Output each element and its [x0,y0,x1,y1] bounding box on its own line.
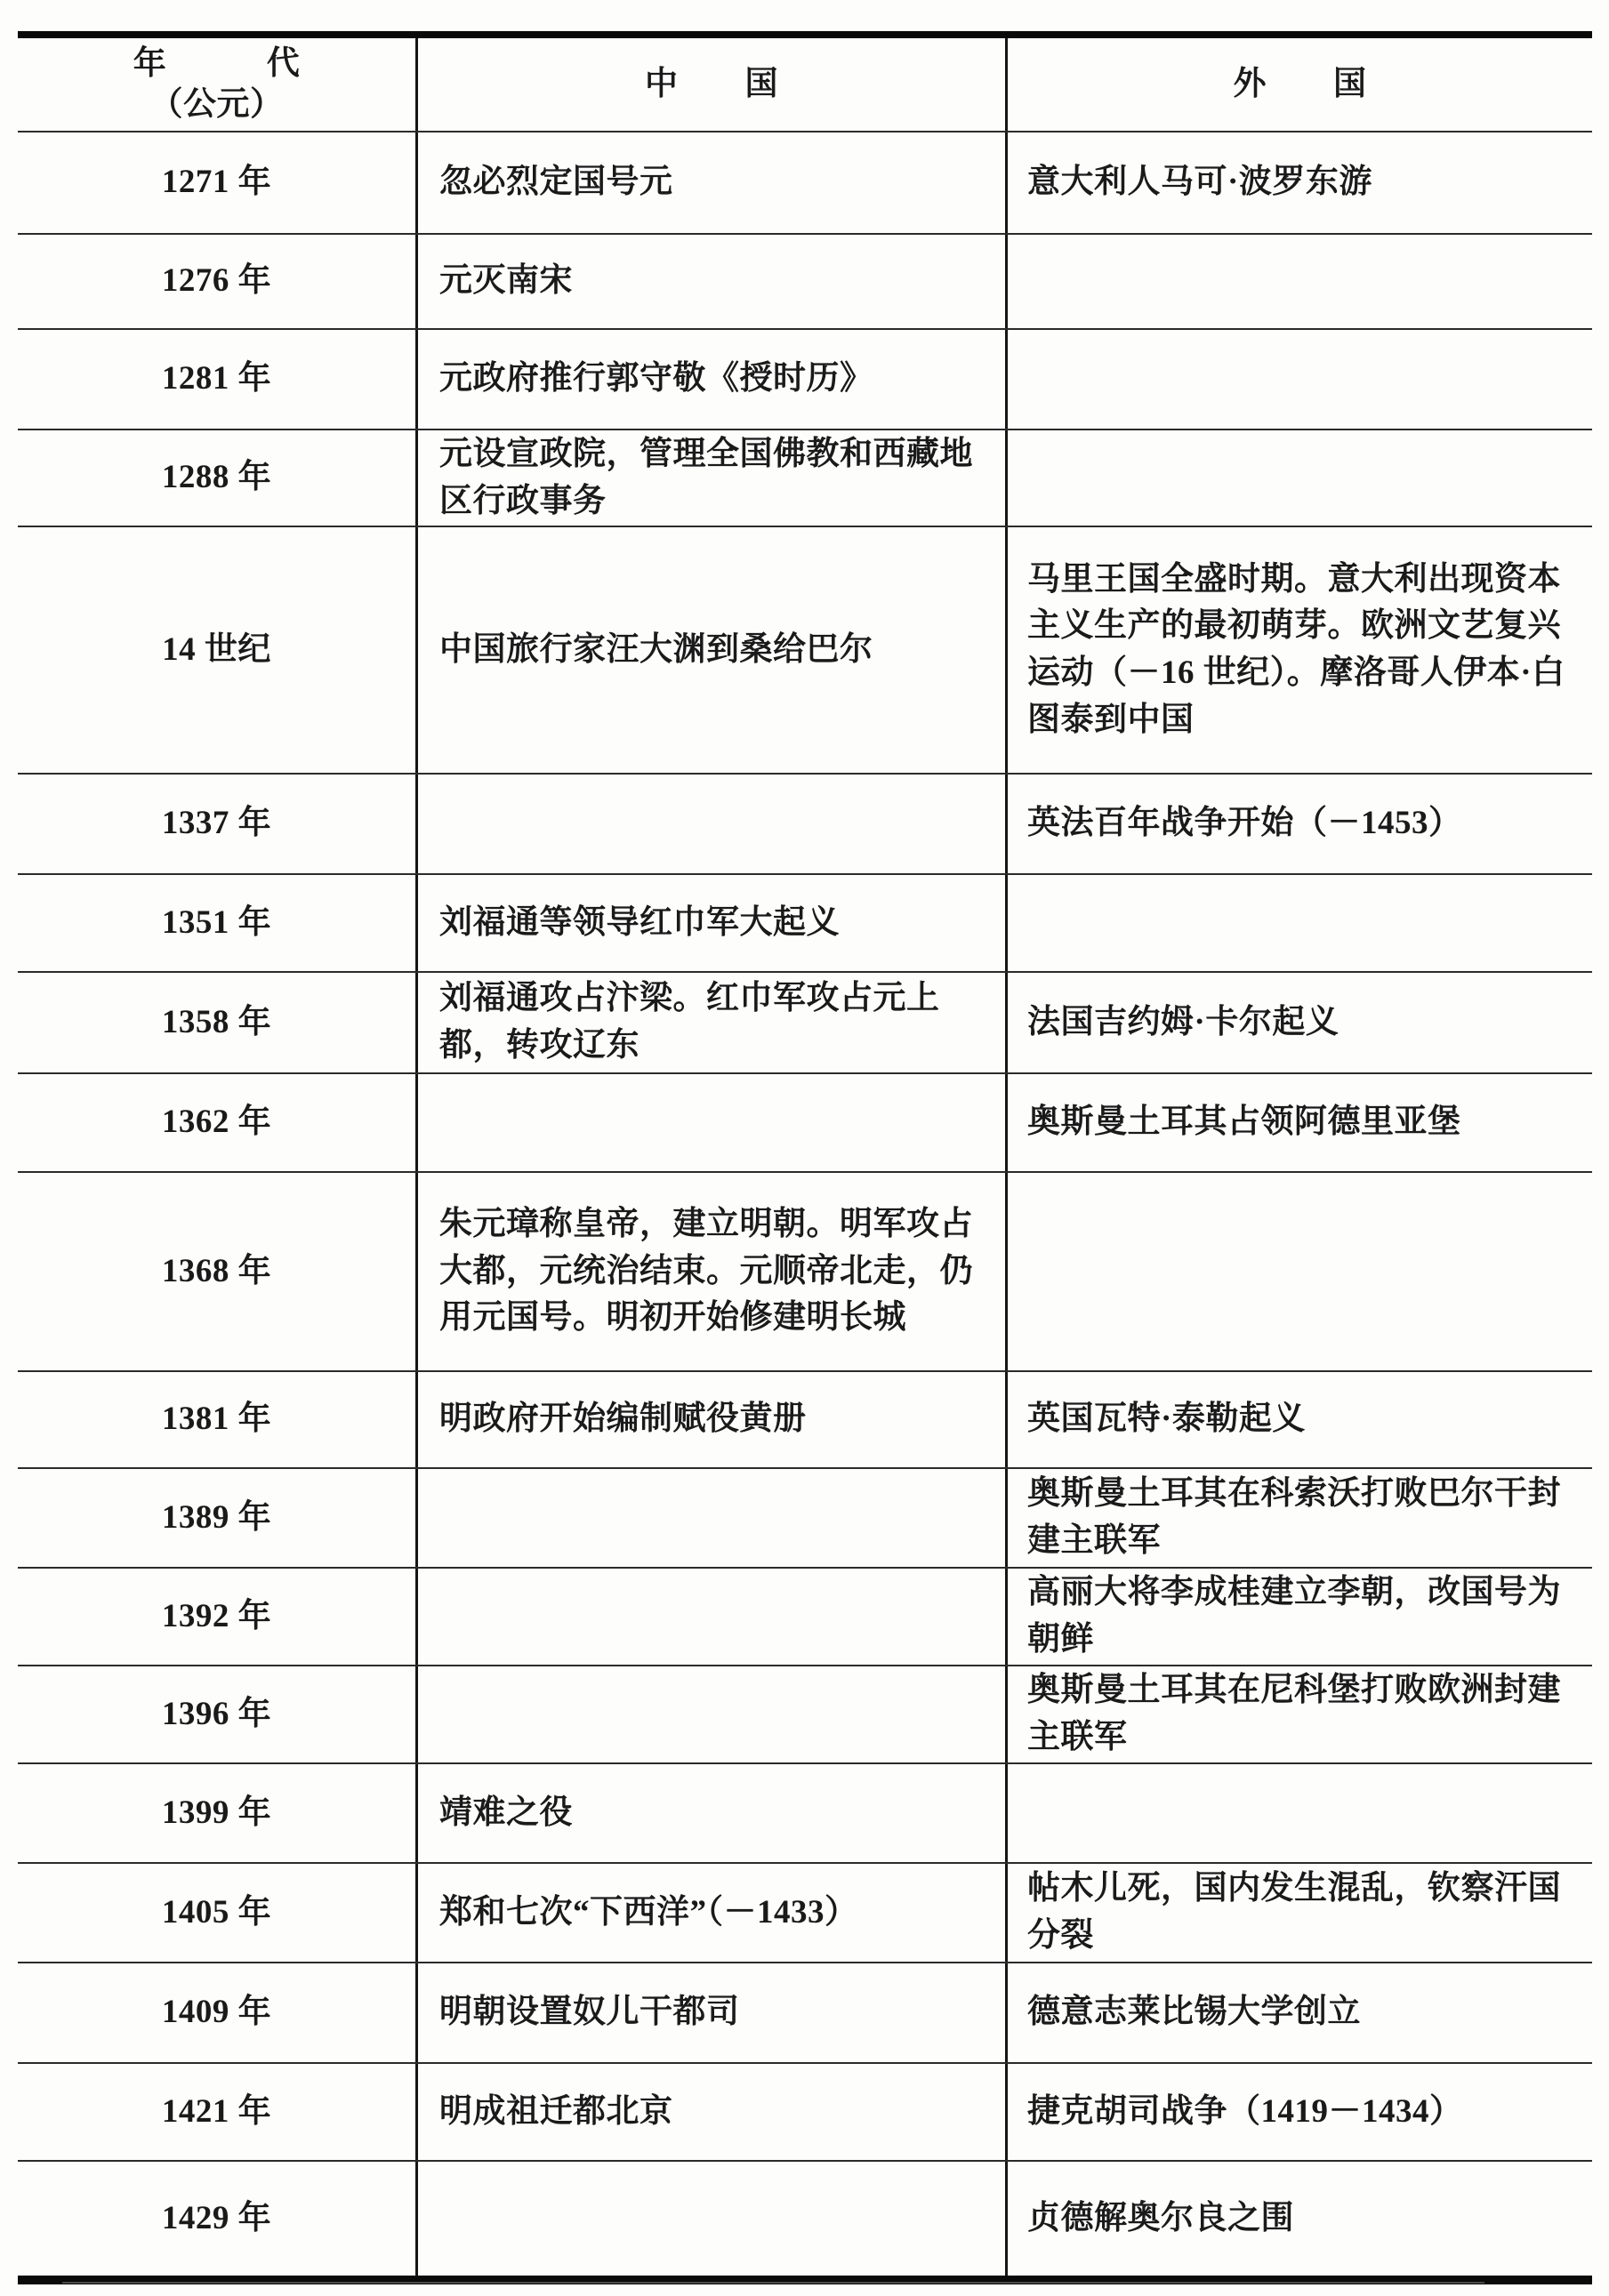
year-cell [18,1666,415,1762]
chronology-table [18,31,1592,2284]
table-row [18,1074,1592,1173]
year-cell [18,2064,415,2160]
china-event-cell [415,1963,1008,2062]
foreign-event-cell [1008,1074,1592,1171]
foreign-event-text: 帖木儿死，国内发生混乱，钦察汗国分裂 [1027,1870,1561,1954]
year-value: 1421 年 [161,2092,272,2130]
china-event-text: 刘福通攻占汴梁。红巾军攻占元上都，转攻辽东 [439,980,940,1064]
foreign-event-text: 马里王国全盛时期。意大利出现资本主义生产的最初萌芽。欧洲文艺复兴运动（－16 世纪）。摩洛哥人伊本·白图泰到中国 [1027,560,1565,738]
year-value: 1409 年 [161,1994,272,2031]
table-row [18,1372,1592,1469]
year-value: 1368 年 [161,1252,272,1289]
table-row [18,1569,1592,1666]
foreign-event-text: 奥斯曼土耳其在尼科堡打败欧洲封建主联军 [1027,1672,1561,1755]
table-row [18,132,1592,235]
year-value: 1281 年 [161,360,272,397]
foreign-event-text: 英国瓦特·泰勒起义 [1027,1401,1306,1438]
year-value: 1399 年 [161,1794,272,1831]
china-event-text: 朱元璋称皇帝，建立明朝。明军攻占大都，元统治结束。元顺帝北走，仍用元国号。明初开始修建明长城 [439,1206,973,1337]
scan-artifact-line [62,2282,1484,2284]
table-header-row [18,38,1592,132]
year-value: 1276 年 [161,262,272,300]
year-cell [18,1864,415,1962]
china-event-text: 元灭南宋 [439,262,573,300]
year-value: 1362 年 [161,1104,272,1141]
china-event-text: 刘福通等领导红巾军大起义 [439,903,840,941]
china-event-text: 明政府开始编制赋役黄册 [439,1401,807,1438]
foreign-event-text: 奥斯曼土耳其在科索沃打败巴尔干封建主联军 [1027,1475,1561,1559]
year-cell [18,775,415,873]
foreign-event-cell [1008,235,1592,328]
table-row [18,775,1592,875]
foreign-event-text: 贞德解奥尔良之围 [1027,2199,1294,2236]
year-value: 1392 年 [161,1597,272,1634]
china-event-cell [415,430,1008,526]
china-event-cell [415,1372,1008,1467]
year-cell [18,875,415,971]
header-china-label: 中 国 [645,65,778,102]
year-cell [18,132,415,233]
table-row [18,1864,1592,1963]
china-event-cell [415,527,1008,773]
year-cell [18,973,415,1072]
table-row [18,527,1592,775]
china-event-cell [415,1864,1008,1962]
china-event-text: 明朝设置奴儿干都司 [439,1994,740,2031]
table-row [18,2162,1592,2276]
china-event-text: 元政府推行郭守敬《授时历》 [439,360,873,397]
foreign-event-cell [1008,2064,1592,2160]
year-value: 1288 年 [161,459,272,496]
china-event-cell [415,330,1008,429]
foreign-event-cell [1008,1569,1592,1665]
table-row [18,1963,1592,2064]
table-row [18,330,1592,430]
year-value: 1271 年 [161,164,272,201]
year-cell [18,1372,415,1467]
foreign-event-text: 法国吉约姆·卡尔起义 [1027,1003,1339,1040]
foreign-event-cell [1008,775,1592,873]
foreign-event-text: 捷克胡司战争（1419－1434） [1027,2092,1463,2130]
china-event-cell [415,973,1008,1072]
year-cell [18,1074,415,1171]
table-row [18,235,1592,330]
table-row [18,875,1592,973]
table-row [18,2064,1592,2162]
year-cell [18,527,415,773]
year-cell [18,2162,415,2276]
year-cell [18,1173,415,1370]
foreign-event-cell [1008,430,1592,526]
year-value: 1405 年 [161,1893,272,1931]
china-event-text: 明成祖迁都北京 [439,2092,673,2130]
table-body [18,132,1592,2276]
year-cell [18,330,415,429]
year-value: 1358 年 [161,1003,272,1040]
header-year-label: 年 代 [133,44,301,82]
foreign-event-text: 德意志莱比锡大学创立 [1027,1994,1361,2031]
china-event-cell [415,1469,1008,1567]
year-cell [18,430,415,526]
foreign-event-cell [1008,973,1592,1072]
china-event-text: 靖难之役 [439,1794,573,1831]
header-foreign-label: 外 国 [1233,65,1367,102]
year-value: 1389 年 [161,1498,272,1536]
china-event-text: 元设宣政院，管理全国佛教和西藏地区行政事务 [439,435,973,519]
china-event-text: 郑和七次“下西洋”（－1433） [439,1893,858,1931]
year-value: 1429 年 [161,2199,272,2236]
china-event-cell [415,875,1008,971]
year-cell [18,1569,415,1665]
year-value: 1396 年 [161,1695,272,1732]
foreign-event-text: 意大利人马可·波罗东游 [1027,164,1372,201]
year-cell [18,1963,415,2062]
china-event-cell [415,235,1008,328]
china-event-cell [415,1074,1008,1171]
foreign-event-text: 高丽大将李成桂建立李朝，改国号为朝鲜 [1027,1574,1561,1658]
china-event-cell [415,2064,1008,2160]
header-year-sublabel: （公元） [149,86,284,123]
foreign-event-cell [1008,330,1592,429]
china-event-cell [415,2162,1008,2276]
china-event-cell [415,1173,1008,1370]
table-row [18,1173,1592,1372]
foreign-event-cell [1008,1963,1592,2062]
table-row [18,1469,1592,1569]
foreign-event-cell [1008,1469,1592,1567]
foreign-event-cell [1008,132,1592,233]
foreign-event-cell [1008,1372,1592,1467]
china-event-cell [415,1666,1008,1762]
year-cell [18,1469,415,1567]
foreign-event-text: 英法百年战争开始（－1453） [1027,805,1462,842]
foreign-event-cell [1008,1173,1592,1370]
china-event-cell [415,775,1008,873]
foreign-event-cell [1008,1666,1592,1762]
header-foreign-cell [1008,38,1592,131]
table-row [18,1764,1592,1864]
china-event-text: 中国旅行家汪大渊到桑给巴尔 [439,630,873,668]
year-value: 1337 年 [161,805,272,842]
foreign-event-cell [1008,527,1592,773]
year-value: 1381 年 [161,1401,272,1438]
table-row [18,973,1592,1074]
year-cell [18,1764,415,1862]
year-cell [18,235,415,328]
china-event-cell [415,132,1008,233]
foreign-event-text: 奥斯曼土耳其占领阿德里亚堡 [1027,1104,1461,1141]
header-china-cell [415,38,1008,131]
foreign-event-cell [1008,875,1592,971]
foreign-event-cell [1008,1864,1592,1962]
year-value: 1351 年 [161,903,272,941]
china-event-text: 忽必烈定国号元 [439,164,673,201]
year-value: 14 世纪 [162,630,271,668]
china-event-cell [415,1569,1008,1665]
foreign-event-cell [1008,1764,1592,1862]
foreign-event-cell [1008,2162,1592,2276]
table-row [18,430,1592,527]
table-row [18,1666,1592,1764]
header-year-cell [18,38,415,131]
china-event-cell [415,1764,1008,1862]
